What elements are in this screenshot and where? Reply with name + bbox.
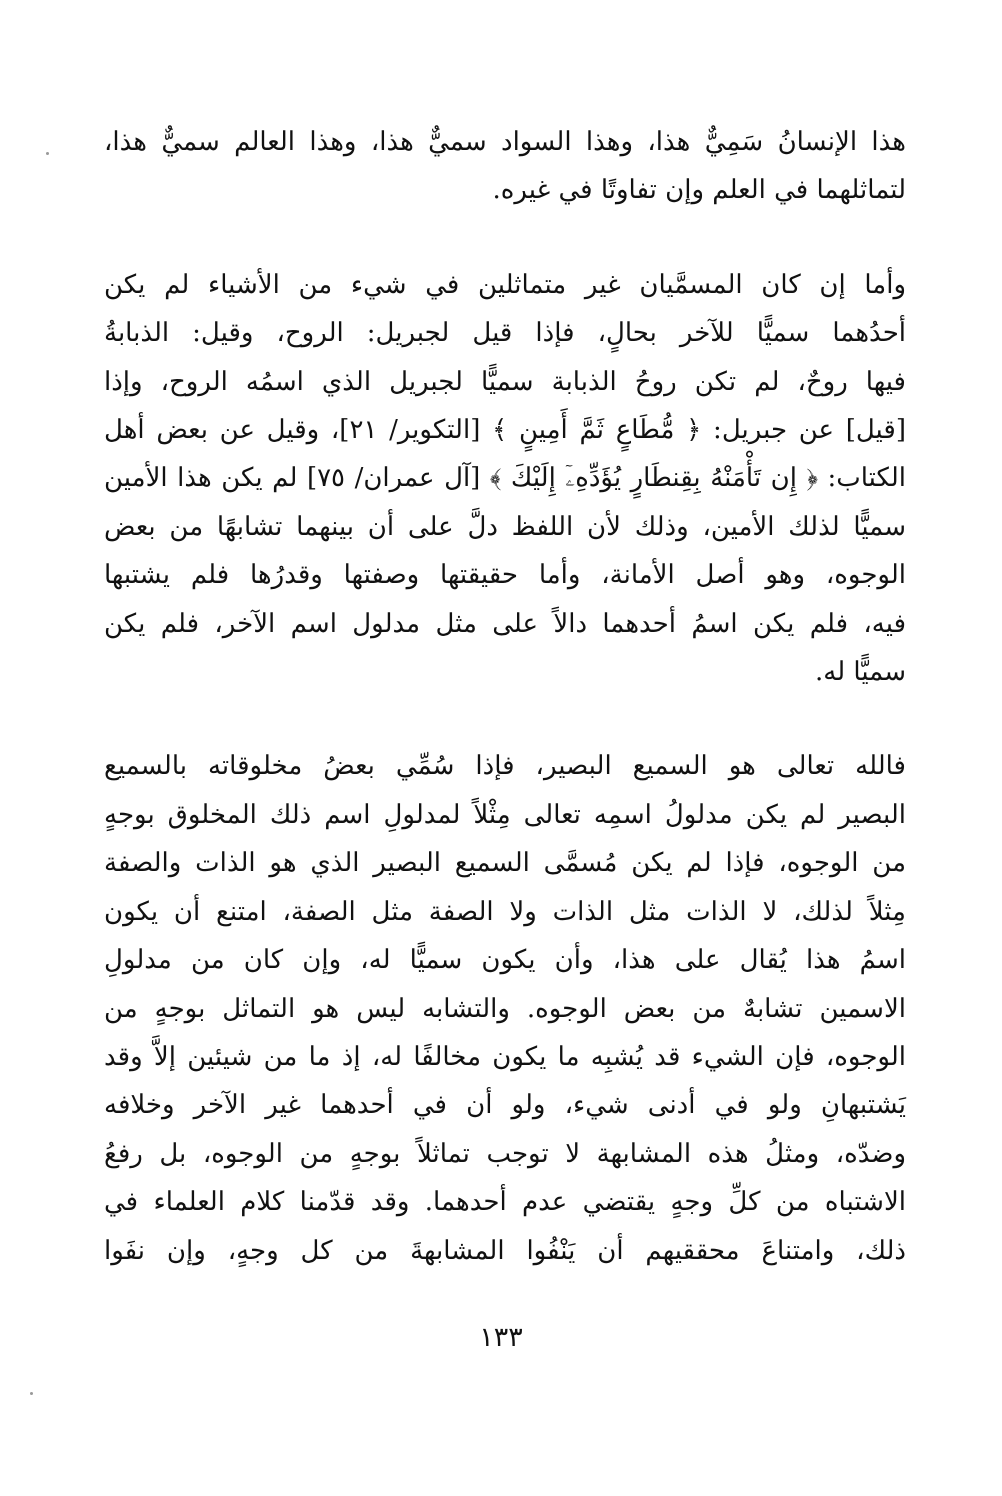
text-line: من الوجوه، فإذا لم يكن مُسمَّى السميع البصير الذي هو الذات والصفة (104, 848, 906, 879)
text-line: الاسمين تشابهٌ من بعض الوجوه. والتشابه ليس هو التماثل بوجهٍ من (104, 993, 906, 1024)
text-line: لتماثلهما في العلم وإن تفاوتًا في غيره. (492, 175, 906, 206)
page-body (104, 118, 906, 1275)
text-line: فيه، فلم يكن اسمُ أحدهما دالاً على مثل مدلول اسم الآخر، فلم يكن (104, 608, 906, 639)
text-line: فيها روحٌ، لم تكن روحُ الذبابة سميًّا لجبريل الذي اسمُه الروح، وإذا (104, 366, 906, 397)
text-line: الوجوه، فإن الشيء قد يُشبِه ما يكون مخالفًا له، إذ ما من شيئين إلاَّ وقد (104, 1041, 906, 1072)
text-line: فالله تعالى هو السميع البصير، فإذا سُمِّي بعضُ مخلوقاته بالسميع (104, 751, 906, 782)
paragraph-2 (104, 261, 906, 697)
text-line: اسمُ هذا يُقال على هذا، وأن يكون سميًّا له، وإن كان من مدلولِ (104, 945, 906, 976)
scan-speck (46, 152, 49, 155)
text-line: هذا الإنسانُ سَمِيٌّ هذا، وهذا السواد سميٌّ هذا، وهذا العالم سميٌّ هذا، (104, 127, 906, 157)
text-line: يَشتبهانِ ولو في أدنى شيء، ولو أن في أحدهما غير الآخر وخلافه (104, 1090, 906, 1121)
text-line: وأما إن كان المسمَّيان غير متماثلين في شيء من الأشياء لم يكن (104, 269, 906, 300)
text-line: سميًّا له. (815, 657, 906, 688)
text-line: أحدُهما سميًّا للآخر بحالٍ، فإذا قيل لجبريل: الروح، وقيل: الذبابةُ (104, 318, 906, 349)
text-line: البصير لم يكن مدلولُ اسمِه تعالى مِثْلاً لمدلولِ اسم ذلك المخلوق بوجهٍ (104, 799, 906, 830)
text-line: الوجوه، وهو أصل الأمانة، وأما حقيقتها وصفتها وقدرُها فلم يشتبها (104, 560, 906, 591)
text-line-quran-citation: [قيل] عن جبريل: ﴿ مُّطَاعٍ ثَمَّ أَمِينٍ ﴾ [التكوير/ ٢١]، وقيل عن بعض أهل (104, 415, 906, 446)
scan-speck (30, 1392, 33, 1395)
page-number: ١٣٣ (479, 1322, 523, 1353)
text-line-quran-citation: الكتاب: ﴿ إِن تَأْمَنْهُ بِقِنطَارٍ يُؤَدِّهِۦٓ إِلَيْكَ ﴾ [آل عمران/ ٧٥] لم يكن هذا الأمين (104, 463, 907, 494)
paragraph-3 (104, 742, 906, 1274)
text-line: وضدّه، ومثلُ هذه المشابهة لا توجب تماثلاً بوجهٍ من الوجوه، بل رفعُ (104, 1138, 906, 1169)
text-line: سميًّا لذلك الأمين، وذلك لأن اللفظ دلَّ على أن بينهما تشابهًا من بعض (104, 511, 906, 542)
text-line: مِثلاً لذلك، لا الذات مثل الذات ولا الصفة مثل الصفة، امتنع أن يكون (104, 896, 906, 927)
text-line: ذلك، وامتناعَ محققيهم أن يَنْفُوا المشابهةَ من كل وجهٍ، وإن نفَوا (104, 1235, 906, 1266)
paragraph-1 (104, 118, 906, 215)
text-line: الاشتباه من كلِّ وجهٍ يقتضي عدم أحدهما. وقد قدّمنا كلام العلماء في (104, 1187, 906, 1218)
